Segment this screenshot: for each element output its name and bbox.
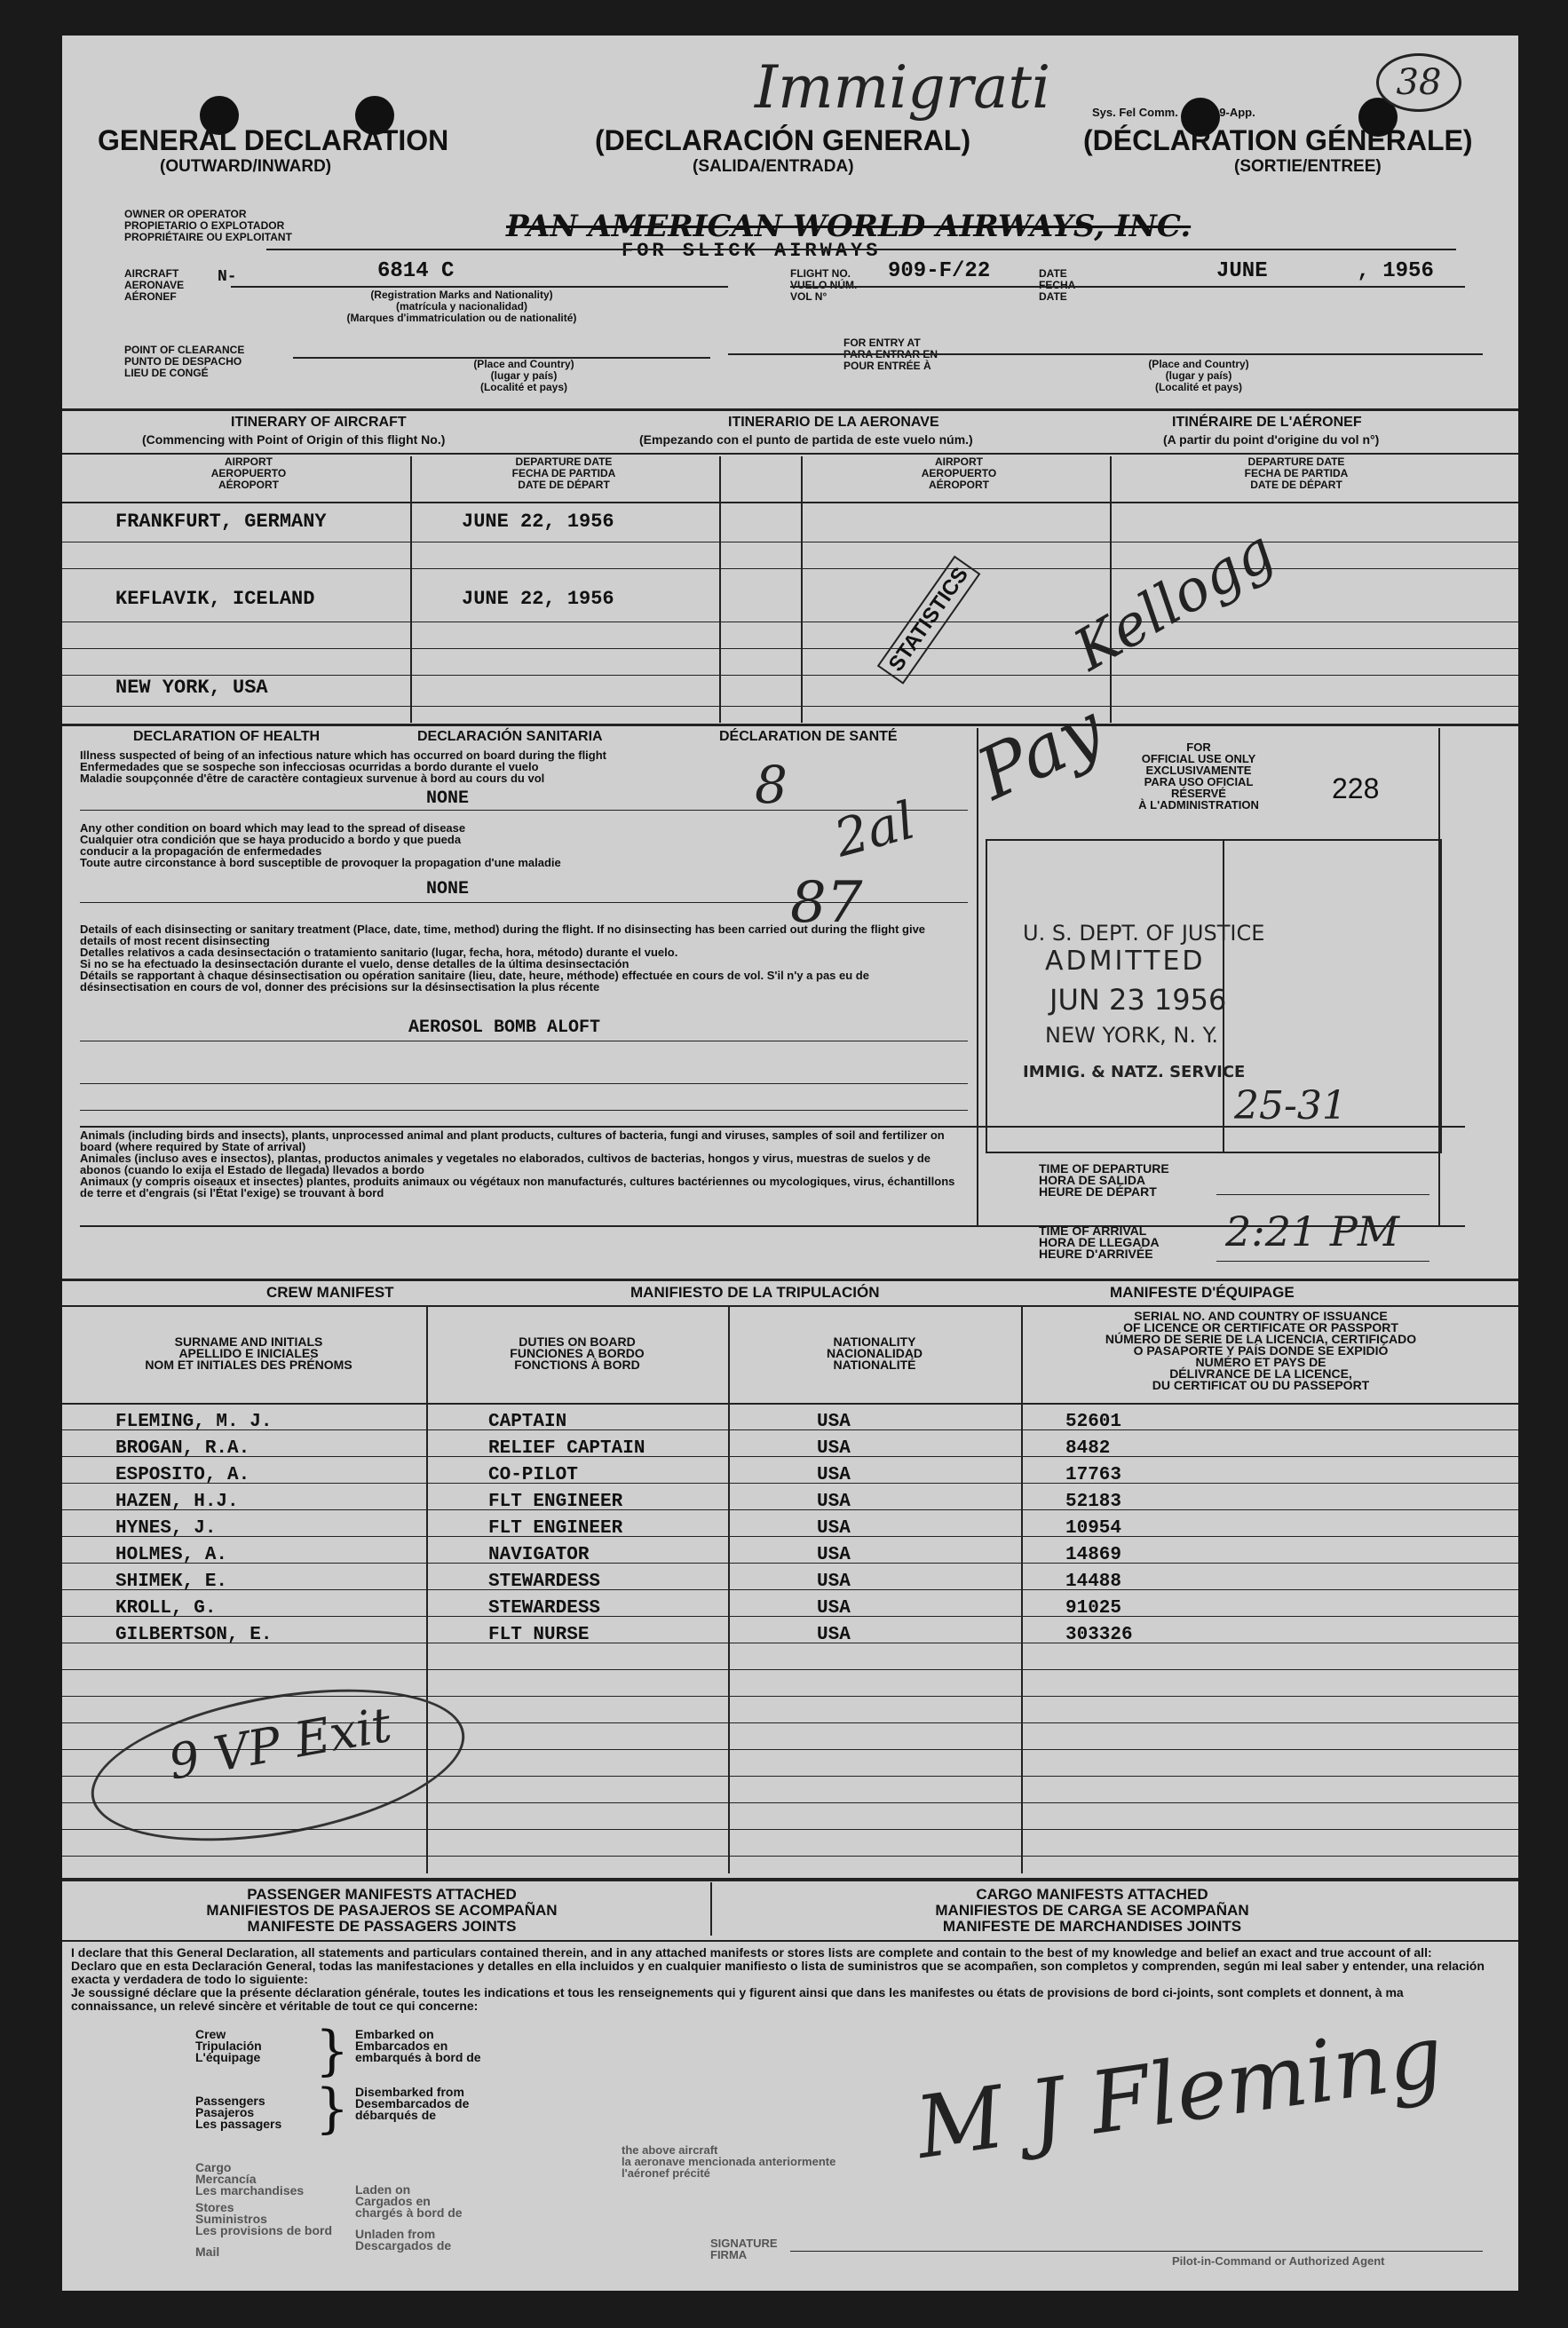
health-q1: Illness suspected of being of an infectious nature which has occurred on board during the flight Enfermedades que se sospeche son infecciosas ocurridas a bordo durante el vuelo Maladie soupçonnée d'être de caractère contagieux survenue à bord au cours du vol <box>80 748 607 785</box>
date-label: DATE FECHA DATE <box>1039 267 1076 303</box>
crew-license: 91025 <box>1065 1598 1122 1619</box>
crew-nationality: USA <box>817 1492 851 1512</box>
immigration-stamp-area <box>986 839 1442 1153</box>
circled-page-number: 38 <box>1376 53 1461 112</box>
entry-place-note: (Place and Country) (lugar y país) (Localité et pays) <box>1148 358 1249 393</box>
handwritten-2al: 2al <box>828 789 922 869</box>
itinerary-sub-es: (Empezando con el punto de partida de este vuelo núm.) <box>639 432 973 447</box>
crew-name: BROGAN, R.A. <box>115 1438 250 1459</box>
captain-signature: M J Fleming <box>910 2006 1449 2178</box>
crew-duty: STEWARDESS <box>488 1598 601 1619</box>
crew-license: 303326 <box>1065 1625 1133 1645</box>
crew-license: 14488 <box>1065 1572 1122 1592</box>
crew-name: HAZEN, H.J. <box>115 1492 239 1512</box>
stamp-dept: U. S. DEPT. OF JUSTICE <box>1023 921 1265 946</box>
bottom-disembarked: Disembarked from Desembarcados de débarqués de <box>355 2085 470 2122</box>
crew-nationality: USA <box>817 1598 851 1619</box>
pilot-label: Pilot-in-Command or Authorized Agent <box>1172 2254 1385 2268</box>
table-rule <box>62 1563 1518 1564</box>
passenger-manifests: PASSENGER MANIFESTS ATTACHED MANIFIESTOS DE PASAJEROS SE ACOMPAÑAN MANIFESTE DE PASSAGERS JOINTS <box>206 1886 558 1935</box>
stamp-admitted: ADMITTED <box>1045 946 1206 977</box>
col-airport-1: AIRPORT AEROPUERTO AÉROPORT <box>210 455 287 491</box>
bottom-passengers: Passengers Pasajeros Les passagers <box>195 2094 282 2131</box>
stamp-date: JUN 23 1956 <box>1049 983 1227 1017</box>
itinerary-sub-en: (Commencing with Point of Origin of this flight No.) <box>142 432 446 447</box>
bottom-unladen: Unladen from Descargados de <box>355 2227 452 2253</box>
itinerary-airport-1: FRANKFURT, GERMANY <box>115 511 327 533</box>
crew-name: ESPOSITO, A. <box>115 1465 250 1485</box>
crew-nationality: USA <box>817 1438 851 1459</box>
statistics-stamp: STATISTICS <box>877 555 981 685</box>
crew-nationality: USA <box>817 1518 851 1539</box>
crew-duty: CO-PILOT <box>488 1465 578 1485</box>
official-number: 228 <box>1332 772 1380 804</box>
itinerary-sub-fr: (A partir du point d'origine du vol n°) <box>1163 432 1380 447</box>
bottom-laden: Laden on Cargados en chargés à bord de <box>355 2182 463 2220</box>
itinerary-header-fr: ITINÉRAIRE DE L'AÉRONEF <box>1172 415 1362 430</box>
itinerary-date-1: JUNE 22, 1956 <box>462 511 614 533</box>
bottom-mail: Mail <box>195 2245 220 2259</box>
signature-label: SIGNATURE FIRMA <box>710 2237 778 2261</box>
aircraft-registration: 6814 C <box>377 259 455 283</box>
table-rule <box>62 1829 1518 1830</box>
health-header-en: DECLARATION OF HEALTH <box>133 729 321 744</box>
form-reference: Sys. Fel Comm. Annex 9-App. <box>1092 106 1255 119</box>
crew-nationality: USA <box>817 1412 851 1432</box>
crew-license: 14869 <box>1065 1545 1122 1565</box>
table-rule <box>62 1696 1518 1697</box>
crew-col-nationality: NATIONALITY NACIONALIDAD NATIONALITÉ <box>826 1334 923 1372</box>
time-departure-label: TIME OF DEPARTURE HORA DE SALIDA HEURE DE DÉPART <box>1039 1161 1169 1199</box>
table-rule <box>62 1536 1518 1537</box>
crew-name: HYNES, J. <box>115 1518 217 1539</box>
handwritten-initials: 25-31 <box>1234 1083 1347 1128</box>
table-rule <box>62 1483 1518 1484</box>
itinerary-airport-2: KEFLAVIK, ICELAND <box>115 588 315 610</box>
handwritten-87: 87 <box>790 870 863 936</box>
table-rule <box>62 1616 1518 1617</box>
handwritten-eight: 8 <box>755 755 788 815</box>
crew-nationality: USA <box>817 1545 851 1565</box>
crew-header-es: MANIFIESTO DE LA TRIPULACIÓN <box>630 1284 880 1301</box>
crew-name: FLEMING, M. J. <box>115 1412 273 1432</box>
crew-col-name: SURNAME AND INITIALS APELLIDO E INICIALES NOM ET INITIALES DES PRÉNOMS <box>145 1334 352 1372</box>
crew-duty: STEWARDESS <box>488 1572 601 1592</box>
general-declaration-form: Immigrati 38 Sys. Fel Comm. Annex 9-App. GENERAL DECLARATION (OUTWARD/INWARD) (DECLARACIÓN GENERAL) (SALIDA/ENTRADA) (DÉCLARATION GÉNÉRALE) (SORTIE/ENTREE) OWNER OR OPERATOR PROPIETARIO O EXPLOTADOR PROPRIÉTAIRE OU EXPLOITANT PAN AMERICAN WORLD AIRWAYS, INC. FOR SLICK AIRWAYS AIRCRAFT AERONAVE AÉRONEF N- 6814 C (Registration Marks and Nationality) (matrícula y nacionalidad) (Marques d'immatriculation ou de nationalité) FLIGHT NO. VUELO NÚM. VOL N° 909-F/22 DATE FECHA DATE JUNE , 1956 POINT OF CLEARANCE PUNTO DE DESPACHO LIEU DE CONGÉ (Place and Country) (lugar y país) (Localité et pays) FOR ENTRY AT PARA ENTRAR EN POUR ENTRÉE À (Place and Country) (lugar y país) (Localité et pays) ITINERARY OF AIRCRAFT ITINERARIO DE LA AERONAVE ITINÉRAIRE DE L'AÉRONEF (Commencing with Point of Origin of this flight No.) (Empezando con el punto de partida de este vuelo núm.) (A partir du point d'origine du vol n°) AIRPORT AEROPUERTO AÉROPORT DEPARTURE DATE FECHA DE PARTIDA DATE DE DÉPART AIRPORT AEROPUERTO AÉROPORT DEPARTURE DATE FECHA DE PARTIDA DATE DE DÉPART FRANKFURT, GERMANY JUNE 22, 1956 KEFLAVIK, ICELAND JUNE 22, 1956 NEW YORK, USA DECLARATION OF HEALTH DECLARACIÓN SANITARIA DÉCLARATION DE SANTÉ Illness suspected of being of an infectious nature which has occurred on board during the flight Enfermedades que se sospeche son infecciosas ocurridas a bordo durante el vuelo Maladie soupçonnée d'être de caractère contagieux survenue à bord au cours du vol NONE Any other condition on board which may lead to the spread of disease Cualquier otra condición que se haya producido a bordo y que pueda conducir a la propagación de enfermedades Toute autre circonstance à bord susceptible de provoquer la propagation d'une maladie NONE Details of each disinsecting or sanitary treatment (Place, date, time, method) during the flight. If no disinsecting has been carried out during the flight give details of most recent disinsecting Detalles relativos a cada desinsectación o tratamiento sanitario (lugar, fecha, hora, método) durante el vuelo. Si no se ha efectuado la desinsectación durante el vuelo, dense detalles de la última desinsectación Détails se rapportant à chaque désinsectisation ou opération sanitaire (lieu, date, heure, méthode) effectuée en cours de vol. S'il n'y a pas eu de désinsectisation en cours de vol, donner des précisions sur la désinsectisation la plus récente AEROSOL BOMB ALOFT Animals (including birds and insects), plants, unprocessed animal and plant products, cultures of bacteria, fungi and viruses, samples of soil and fertilizer on board (where required by State of arrival) Animales (incluso aves e insectos), plantas, productos animales y vegetales no elaborados, cultivos de bacterias, hongos y virus, muestras de suelos y de abonos (cuando lo exija el Estado de llegada) llevados a bordo Animaux (y compris oiseaux et insectes) plantes, produits animaux ou végétaux non manufacturés, cultures bactériennes ou mycologiques, virus, échantillons de terre et d'engrais (si l'État l'exige) se trouvant à bord FOR OFFICIAL USE ONLY EXCLUSIVAMENTE PARA USO OFICIAL RÉSERVÉ À L'ADMINISTRATION 228 U. S. DEPT. OF JUSTICE ADMITTED JUN 23 1956 NEW YORK, N. Y. IMMIG. & NATZ. SERVICE TIME OF DEPARTURE HORA DE SALIDA HEURE DE DÉPART TIME OF ARRIVAL HORA DE LLEGADA HEURE D'ARRIVÉE 2:21 PM STATISTICS Kellogg Pay 8 2al 87 25-31 CREW MANIFEST MANIFIESTO DE LA TRIPULACIÓN MANIFESTE D'ÉQUIPAGE SURNAME AND INITIALS APELLIDO E INICIALES NOM ET INITIALES DES PRÉNOMS DUTIES ON BOARD FUNCIONES A BORDO FONCTIONS À BORD NATIONALITY NACIONALIDAD NATIONALITÉ SERIAL NO. AND COUNTRY OF ISSUANCE OF LICENCE OR CERTIFICATE OR PASSPORT NÚMERO DE SERIE DE LA LICENCIA, CERTIFICADO O PASAPORTE Y PAÍS DONDE SE EXPIDIÓ NUMÉRO ET PAYS DE DÉLIVRANCE DE LA LICENCE, DU CERTIFICAT OU DU PASSEPORT 9 VP Exit PASSENGER MANIFESTS ATTACHED MANIFIESTOS DE PASAJEROS SE ACOMPAÑAN MANIFESTE DE PASSAGERS JOINTS CARGO MANIFESTS ATTACHED MANIFIESTOS DE CARGA SE ACOMPAÑAN MANIFESTE DE MARCHANDISES JOINTS I declare that this General Declaration, all statements and particulars contained therein, and in any attached manifests or stores lists are complete and contain to the best of my knowledge and belief an exact and true account of all: Declaro que en esta Declaración General, todas las manifestaciones y detalles en ella incluidos y en cualquier manifiesto o lista de suministros que se acompañen, son completos y comprenden, según mi leal saber y entender, una relación exacta y verdadera de todo lo siguiente: Je soussigné déclare que la présente déclaration générale, toutes les indications et tous les renseignements qui y figurent ainsi que dans les manifestes ou états de provisions de bord ci-joints, sont complets et donnent, à ma connaissance, un relevé sincère et véritable de tout ce qui concerne: Crew Tripulación L'équipage Passengers Pasajeros Les passagers Cargo Mercancía Les marchandises Stores Suministros Les provisions de bord Mail } } Embarked on Embarcados en embarqués à bord de Disembarked from Desembarcados de débarqués de Laden on Cargados en chargés à bord de Unladen from Descargados de the above aircraft la aeronave mencionada anteriormente l'aéronef précité M J Fleming SIGNATURE FIRMA Pilot-in-Command or Authorized Agent FLEMING, M. J. CAPTAIN USA 52601 BROGAN, R.A. RELIEF CAPTAIN USA 8482 ESPOSITO, A. CO-PILOT USA 17763 HAZEN, H.J. FLT ENGINEER USA 52183 HYNES, J. FLT ENGINEER USA 10954 HOLMES, A. NAVIGATOR USA 14869 SHIMEK, E. STEWARDESS USA 14488 KROLL, G. STEWARDESS USA 91025 GILBERTSON, E. FLT NURSE USA 303326 <box>62 36 1518 2291</box>
handwritten-kellogg: Kellogg <box>1063 518 1286 685</box>
flight-label: FLIGHT NO. VUELO NÚM. VOL N° <box>790 267 858 303</box>
itinerary-header-en: ITINERARY OF AIRCRAFT <box>231 415 407 430</box>
aircraft-prefix: N- <box>218 268 237 286</box>
crew-nationality: USA <box>817 1625 851 1645</box>
clearance-label: POINT OF CLEARANCE PUNTO DE DESPACHO LIEU DE CONGÉ <box>124 344 245 379</box>
health-header-fr: DÉCLARATION DE SANTÉ <box>719 729 898 744</box>
crew-header-fr: MANIFESTE D'ÉQUIPAGE <box>1110 1284 1295 1301</box>
table-rule <box>62 1776 1518 1777</box>
crew-name: SHIMEK, E. <box>115 1572 228 1592</box>
bottom-stores: Stores Suministros Les provisions de bord <box>195 2200 333 2237</box>
health-q2: Any other condition on board which may lead to the spread of disease Cualquier otra condición que se haya producido a bordo y que pueda conducir a la propagación de enfermedades Toute autre circonstance à bord susceptible de provoquer la propagation d'une maladie <box>80 821 561 869</box>
crew-duty: NAVIGATOR <box>488 1545 590 1565</box>
health-q3: Details of each disinsecting or sanitary treatment (Place, date, time, method) during the flight. If no disinsecting has been carried out during the flight give details of most recent disinsecting Detalles relativos a cada desinsectación o tratamiento sanitario (lugar, fecha, hora, método) durante el vuelo. Si no se ha efectuado la desinsectación durante el vuelo, dense detalles de la última desinsectación Détails se rapportant à chaque désinsectisation ou opération sanitaire (lieu, date, heure, méthode) effectuée en cours de vol. S'il n'y a pas eu de désinsectisation en cours de vol, donner des précisions sur la désinsectisation la plus récente <box>80 922 926 994</box>
col-airport-2: AIRPORT AEROPUERTO AÉROPORT <box>921 455 997 491</box>
title-en: GENERAL DECLARATION <box>98 124 449 156</box>
flight-number: 909-F/22 <box>888 259 991 283</box>
crew-col-license: SERIAL NO. AND COUNTRY OF ISSUANCE OF LICENCE OR CERTIFICATE OR PASSPORT NÚMERO DE SERIE DE LA LICENCIA, CERTIFICADO O PASAPORTE Y PAÍS DONDE SE EXPIDIÓ NUMÉRO ET PAYS DE DÉLIVRANCE DE LA LICENCE, DU CERTIFICAT OU DU PASSEPORT <box>1105 1309 1417 1392</box>
owner-value: PAN AMERICAN WORLD AIRWAYS, INC. <box>506 209 1192 244</box>
health-header-es: DECLARACIÓN SANITARIA <box>417 729 603 744</box>
crew-duty: FLT NURSE <box>488 1625 590 1645</box>
table-rule <box>62 1856 1518 1857</box>
crew-duty: CAPTAIN <box>488 1412 567 1432</box>
stamp-service: IMMIG. & NATZ. SERVICE <box>1023 1063 1246 1081</box>
time-arrival-label: TIME OF ARRIVAL HORA DE LLEGADA HEURE D'ARRIVÉE <box>1039 1223 1160 1261</box>
table-rule <box>62 1429 1518 1430</box>
flight-date: JUNE , 1956 <box>1216 259 1434 283</box>
cargo-manifests: CARGO MANIFESTS ATTACHED MANIFIESTOS DE CARGA SE ACOMPAÑAN MANIFESTE DE MARCHANDISES JOINTS <box>935 1886 1249 1935</box>
itinerary-date-2: JUNE 22, 1956 <box>462 588 614 610</box>
itinerary-airport-3: NEW YORK, USA <box>115 677 268 699</box>
table-rule <box>62 1722 1518 1723</box>
col-departure-2: DEPARTURE DATE FECHA DE PARTIDA DATE DE DÉPART <box>1244 455 1349 491</box>
health-a2: NONE <box>426 879 470 899</box>
for-airline: FOR SLICK AIRWAYS <box>622 240 882 262</box>
title-es: (DECLARACIÓN GENERAL) <box>595 124 971 156</box>
crew-license: 52183 <box>1065 1492 1122 1512</box>
bottom-embarked: Embarked on Embarcados en embarqués à bord de <box>355 2027 481 2064</box>
crew-name: GILBERTSON, E. <box>115 1625 273 1645</box>
col-departure-1: DEPARTURE DATE FECHA DE PARTIDA DATE DE DÉPART <box>511 455 616 491</box>
crew-license: 10954 <box>1065 1518 1122 1539</box>
handwritten-immigration: Immigrati <box>755 53 1051 122</box>
crew-name: KROLL, G. <box>115 1598 217 1619</box>
crew-license: 52601 <box>1065 1412 1122 1432</box>
crew-duty: FLT ENGINEER <box>488 1518 623 1539</box>
health-animals: Animals (including birds and insects), plants, unprocessed animal and plant products, cultures of bacteria, fungi and viruses, samples of soil and fertilizer on board (where required by State of arrival) Animales (incluso aves e insectos), plantas, productos animales y vegetales no elaborados, cultivos de bacterias, hongos y virus, muestras de suelos y de abonos (cuando lo exija el Estado de llegada) llevados a bordo Animaux (y compris oiseaux et insectes) plantes, produits animaux ou végétaux non manufacturés, cultures bactériennes ou mycologiques, virus, échantillons de terre et d'engrais (si l'État l'exige) se trouvant à bord <box>80 1128 955 1200</box>
title-en-sub: (OUTWARD/INWARD) <box>160 157 332 176</box>
crew-license: 17763 <box>1065 1465 1122 1485</box>
registration-note: (Registration Marks and Nationality) (matrícula y nacionalidad) (Marques d'immatriculation ou de nationalité) <box>346 289 577 324</box>
title-fr-sub: (SORTIE/ENTREE) <box>1234 157 1382 176</box>
table-rule <box>62 1802 1518 1803</box>
declaration-text: I declare that this General Declaration, all statements and particulars contained therein, and in any attached manifests or stores lists are complete and contain to the best of my knowledge and belief an exact and true account of all: Declaro que en esta Declaración General, todas las manifestaciones y detalles en ella incluidos y en cualquier manifiesto o lista de suministros que se acompañen, son completos y comprenden, según mi leal saber y entender, una relación exacta y verdadera de todo lo siguiente: Je soussigné déclare que la présente déclaration générale, toutes les indications et tous les renseignements qui y figurent ainsi que dans les manifestes ou états de provisions de bord ci-joints, sont complets et donnent, à ma connaissance, un relevé sincère et véritable de tout ce qui concerne: <box>71 1945 1485 2013</box>
table-rule <box>62 1749 1518 1750</box>
handwritten-pay: Pay <box>965 687 1116 816</box>
entry-label: FOR ENTRY AT PARA ENTRAR EN POUR ENTRÉE À <box>843 337 938 372</box>
itinerary-header-es: ITINERARIO DE LA AERONAVE <box>728 415 939 430</box>
table-rule <box>62 1456 1518 1457</box>
crew-name: HOLMES, A. <box>115 1545 228 1565</box>
circled-note: 9 VP Exit <box>80 1664 477 1866</box>
crew-duty: FLT ENGINEER <box>488 1492 623 1512</box>
crew-header-en: CREW MANIFEST <box>266 1284 394 1301</box>
crew-nationality: USA <box>817 1572 851 1592</box>
crew-nationality: USA <box>817 1465 851 1485</box>
bottom-crew: Crew Tripulación L'équipage <box>195 2027 262 2064</box>
bottom-cargo: Cargo Mercancía Les marchandises <box>195 2160 305 2197</box>
health-a1: NONE <box>426 788 470 809</box>
crew-duty: RELIEF CAPTAIN <box>488 1438 645 1459</box>
table-rule <box>62 1509 1518 1510</box>
crew-col-duties: DUTIES ON BOARD FUNCIONES A BORDO FONCTIONS À BORD <box>510 1334 645 1372</box>
table-rule <box>62 1669 1518 1670</box>
stamp-place: NEW YORK, N. Y. <box>1045 1023 1219 1048</box>
clearance-place-note: (Place and Country) (lugar y país) (Localité et pays) <box>473 358 574 393</box>
crew-license: 8482 <box>1065 1438 1111 1459</box>
bottom-above-aircraft: the above aircraft la aeronave mencionada anteriormente l'aéronef précité <box>622 2143 836 2180</box>
title-fr: (DÉCLARATION GÉNÉRALE) <box>1083 124 1473 156</box>
title-es-sub: (SALIDA/ENTRADA) <box>693 157 854 176</box>
time-arrival-value: 2:21 PM <box>1225 1208 1399 1255</box>
health-a3: AEROSOL BOMB ALOFT <box>408 1018 601 1038</box>
official-use-label: FOR OFFICIAL USE ONLY EXCLUSIVAMENTE PARA USO OFICIAL RÉSERVÉ À L'ADMINISTRATION <box>1138 740 1259 812</box>
table-rule <box>62 1589 1518 1590</box>
aircraft-label: AIRCRAFT AERONAVE AÉRONEF <box>124 267 185 303</box>
owner-label: OWNER OR OPERATOR PROPIETARIO O EXPLOTADOR PROPRIÉTAIRE OU EXPLOITANT <box>124 208 292 243</box>
